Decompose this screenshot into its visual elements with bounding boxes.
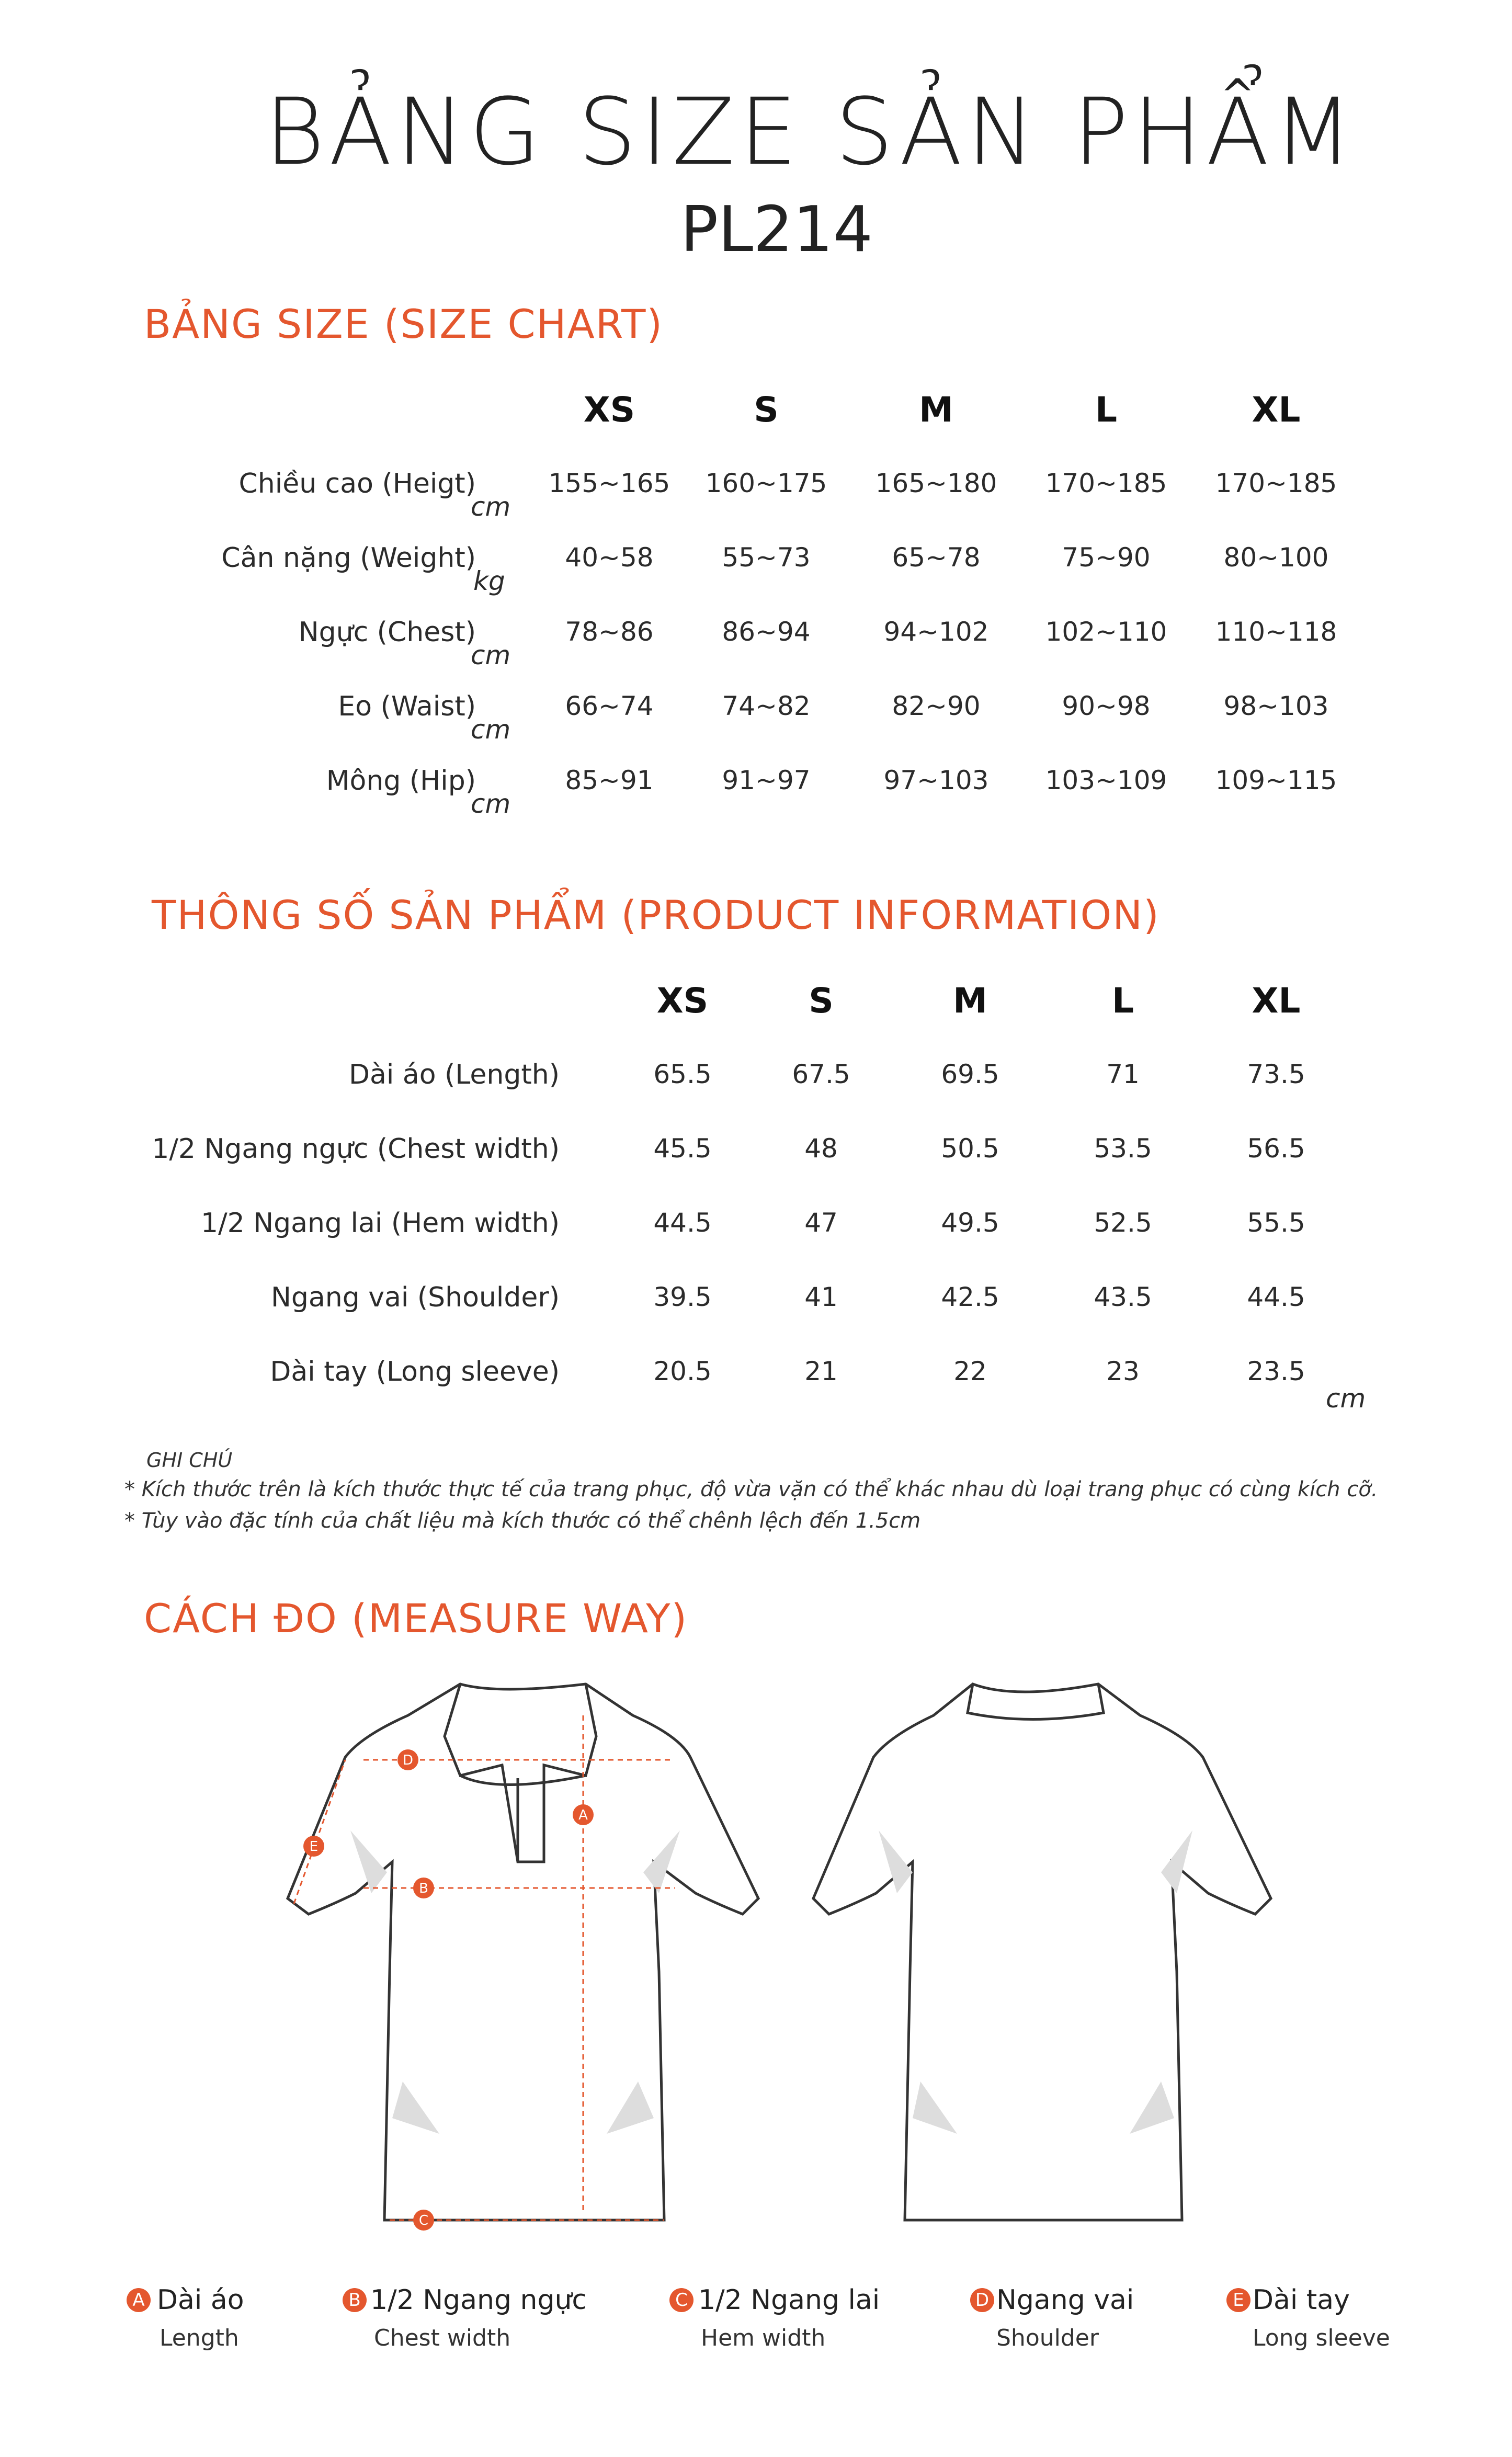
table-cell: 44.5	[653, 1208, 712, 1238]
shirt-shading	[350, 1830, 680, 2134]
legend-label: 1/2 Ngang ngực	[370, 2284, 587, 2316]
svg-text:D: D	[402, 1753, 414, 1768]
table-cell: 90~98	[1062, 691, 1151, 721]
badge-d-icon: D	[970, 2288, 994, 2312]
legend-sub: Hem width	[701, 2325, 826, 2351]
row-unit: cm	[471, 492, 511, 522]
size-header-s: S	[754, 390, 779, 430]
table-cell: 65.5	[653, 1059, 712, 1089]
table-cell: 75~90	[1062, 542, 1151, 573]
product-code: PL214	[680, 194, 873, 266]
table-cell: 41	[804, 1282, 838, 1312]
table-cell: 67.5	[792, 1059, 850, 1089]
legend-label: Dài áo	[157, 2284, 244, 2316]
row-label: Ngực (Chest)	[298, 617, 476, 648]
table-cell: 91~97	[722, 765, 811, 795]
table-cell: 73.5	[1247, 1059, 1305, 1089]
size-header-l: L	[1111, 981, 1134, 1021]
table-cell: 22	[953, 1356, 987, 1386]
legend-sub: Long sleeve	[1253, 2325, 1390, 2351]
size-header-m: M	[919, 390, 953, 430]
back-shirt-diagram	[795, 1674, 1292, 2249]
row-label: Dài tay (Long sleeve)	[270, 1356, 560, 1387]
front-shirt-diagram	[272, 1674, 795, 2249]
table-cell: 55.5	[1247, 1208, 1305, 1238]
row-unit: kg	[473, 566, 505, 596]
size-header-m: M	[953, 981, 987, 1021]
table-cell: 45.5	[653, 1133, 712, 1164]
table-cell: 94~102	[883, 617, 989, 647]
table-cell: 56.5	[1247, 1133, 1305, 1164]
table-cell: 65~78	[892, 542, 981, 573]
table-cell: 170~185	[1215, 468, 1337, 498]
row-label: Cân nặng (Weight)	[221, 542, 476, 574]
badge-e-icon: E	[1226, 2288, 1250, 2312]
back-shirt-outline	[813, 1684, 1271, 2220]
table-cell: 82~90	[892, 691, 981, 721]
legend-label: Ngang vai	[996, 2284, 1134, 2316]
row-label: Eo (Waist)	[338, 691, 476, 722]
table-cell: 78~86	[565, 617, 654, 647]
svg-text:A: A	[578, 1807, 588, 1823]
table-cell: 102~110	[1045, 617, 1167, 647]
row-label: 1/2 Ngang lai (Hem width)	[201, 1208, 560, 1239]
table-cell: 85~91	[565, 765, 654, 795]
table-cell: 40~58	[565, 542, 654, 573]
legend-label: 1/2 Ngang lai	[698, 2284, 880, 2316]
size-header-xs: XS	[583, 390, 635, 430]
size-chart-heading: BẢNG SIZE (SIZE CHART)	[144, 301, 664, 347]
table-cell: 23	[1106, 1356, 1140, 1386]
table-cell: 42.5	[941, 1282, 999, 1312]
svg-text:C: C	[418, 2213, 429, 2228]
row-label: Ngang vai (Shoulder)	[270, 1282, 560, 1313]
table-cell: 110~118	[1215, 617, 1337, 647]
row-label: Chiều cao (Heigt)	[238, 468, 476, 499]
table-cell: 98~103	[1223, 691, 1329, 721]
table-cell: 160~175	[705, 468, 827, 498]
table-cell: 69.5	[941, 1059, 999, 1089]
row-label: Mông (Hip)	[326, 765, 476, 797]
badge-b-icon: B	[343, 2288, 367, 2312]
measure-lines	[294, 1715, 675, 2220]
size-header-l: L	[1095, 390, 1118, 430]
table-cell: 53.5	[1094, 1133, 1152, 1164]
table-cell: 74~82	[722, 691, 811, 721]
table-cell: 86~94	[722, 617, 811, 647]
front-shirt-outline	[288, 1684, 758, 2220]
table-cell: 50.5	[941, 1133, 999, 1164]
table-cell: 55~73	[722, 542, 811, 573]
legend-sub: Shoulder	[996, 2325, 1099, 2351]
table-cell: 66~74	[565, 691, 654, 721]
table-cell: 97~103	[883, 765, 989, 795]
table-cell: 44.5	[1247, 1282, 1305, 1312]
row-unit: cm	[471, 789, 511, 819]
table-cell: 103~109	[1045, 765, 1167, 795]
svg-text:E: E	[309, 1839, 319, 1855]
page-title: BẢNG SIZE SẢN PHẨM	[264, 78, 1357, 186]
table-cell: 109~115	[1215, 765, 1337, 795]
notes-heading: GHI CHÚ	[146, 1449, 233, 1472]
size-header-s: S	[809, 981, 834, 1021]
size-header-xs: XS	[656, 981, 709, 1021]
table-cell: 43.5	[1094, 1282, 1152, 1312]
product-info-heading: THÔNG SỐ SẢN PHẨM (PRODUCT INFORMATION)	[152, 892, 1160, 938]
legend-sub: Length	[160, 2325, 239, 2351]
table-cell: 21	[804, 1356, 838, 1386]
size-header-xl: XL	[1252, 981, 1301, 1021]
table-cell: 49.5	[941, 1208, 999, 1238]
badge-a-icon: A	[127, 2288, 151, 2312]
table-cell: 47	[804, 1208, 838, 1238]
product-info-unit: cm	[1326, 1383, 1366, 1414]
table-cell: 165~180	[875, 468, 997, 498]
table-cell: 39.5	[653, 1282, 712, 1312]
svg-text:B: B	[419, 1881, 428, 1896]
table-cell: 155~165	[548, 468, 670, 498]
note-line-1: * Kích thước trên là kích thước thực tế của trang phục, độ vừa vặn có thể khác nhau dù loại trang phục có cùng kích cỡ.	[124, 1477, 1378, 1502]
badge-c-icon: C	[669, 2288, 694, 2312]
table-cell: 71	[1106, 1059, 1140, 1089]
table-cell: 170~185	[1045, 468, 1167, 498]
measure-heading: CÁCH ĐO (MEASURE WAY)	[144, 1595, 688, 1642]
table-cell: 20.5	[653, 1356, 712, 1386]
note-line-2: * Tùy vào đặc tính của chất liệu mà kích thước có thể chênh lệch đến 1.5cm	[124, 1509, 921, 1533]
legend-sub: Chest width	[374, 2325, 511, 2351]
table-cell: 48	[804, 1133, 838, 1164]
row-unit: cm	[471, 640, 511, 670]
measure-badges	[303, 1749, 594, 2231]
row-label: Dài áo (Length)	[348, 1059, 560, 1090]
size-header-xl: XL	[1252, 390, 1301, 430]
table-cell: 23.5	[1247, 1356, 1305, 1386]
table-cell: 52.5	[1094, 1208, 1152, 1238]
row-label: 1/2 Ngang ngực (Chest width)	[152, 1133, 560, 1165]
row-unit: cm	[471, 714, 511, 745]
legend-label: Dài tay	[1253, 2284, 1350, 2316]
table-cell: 80~100	[1223, 542, 1329, 573]
